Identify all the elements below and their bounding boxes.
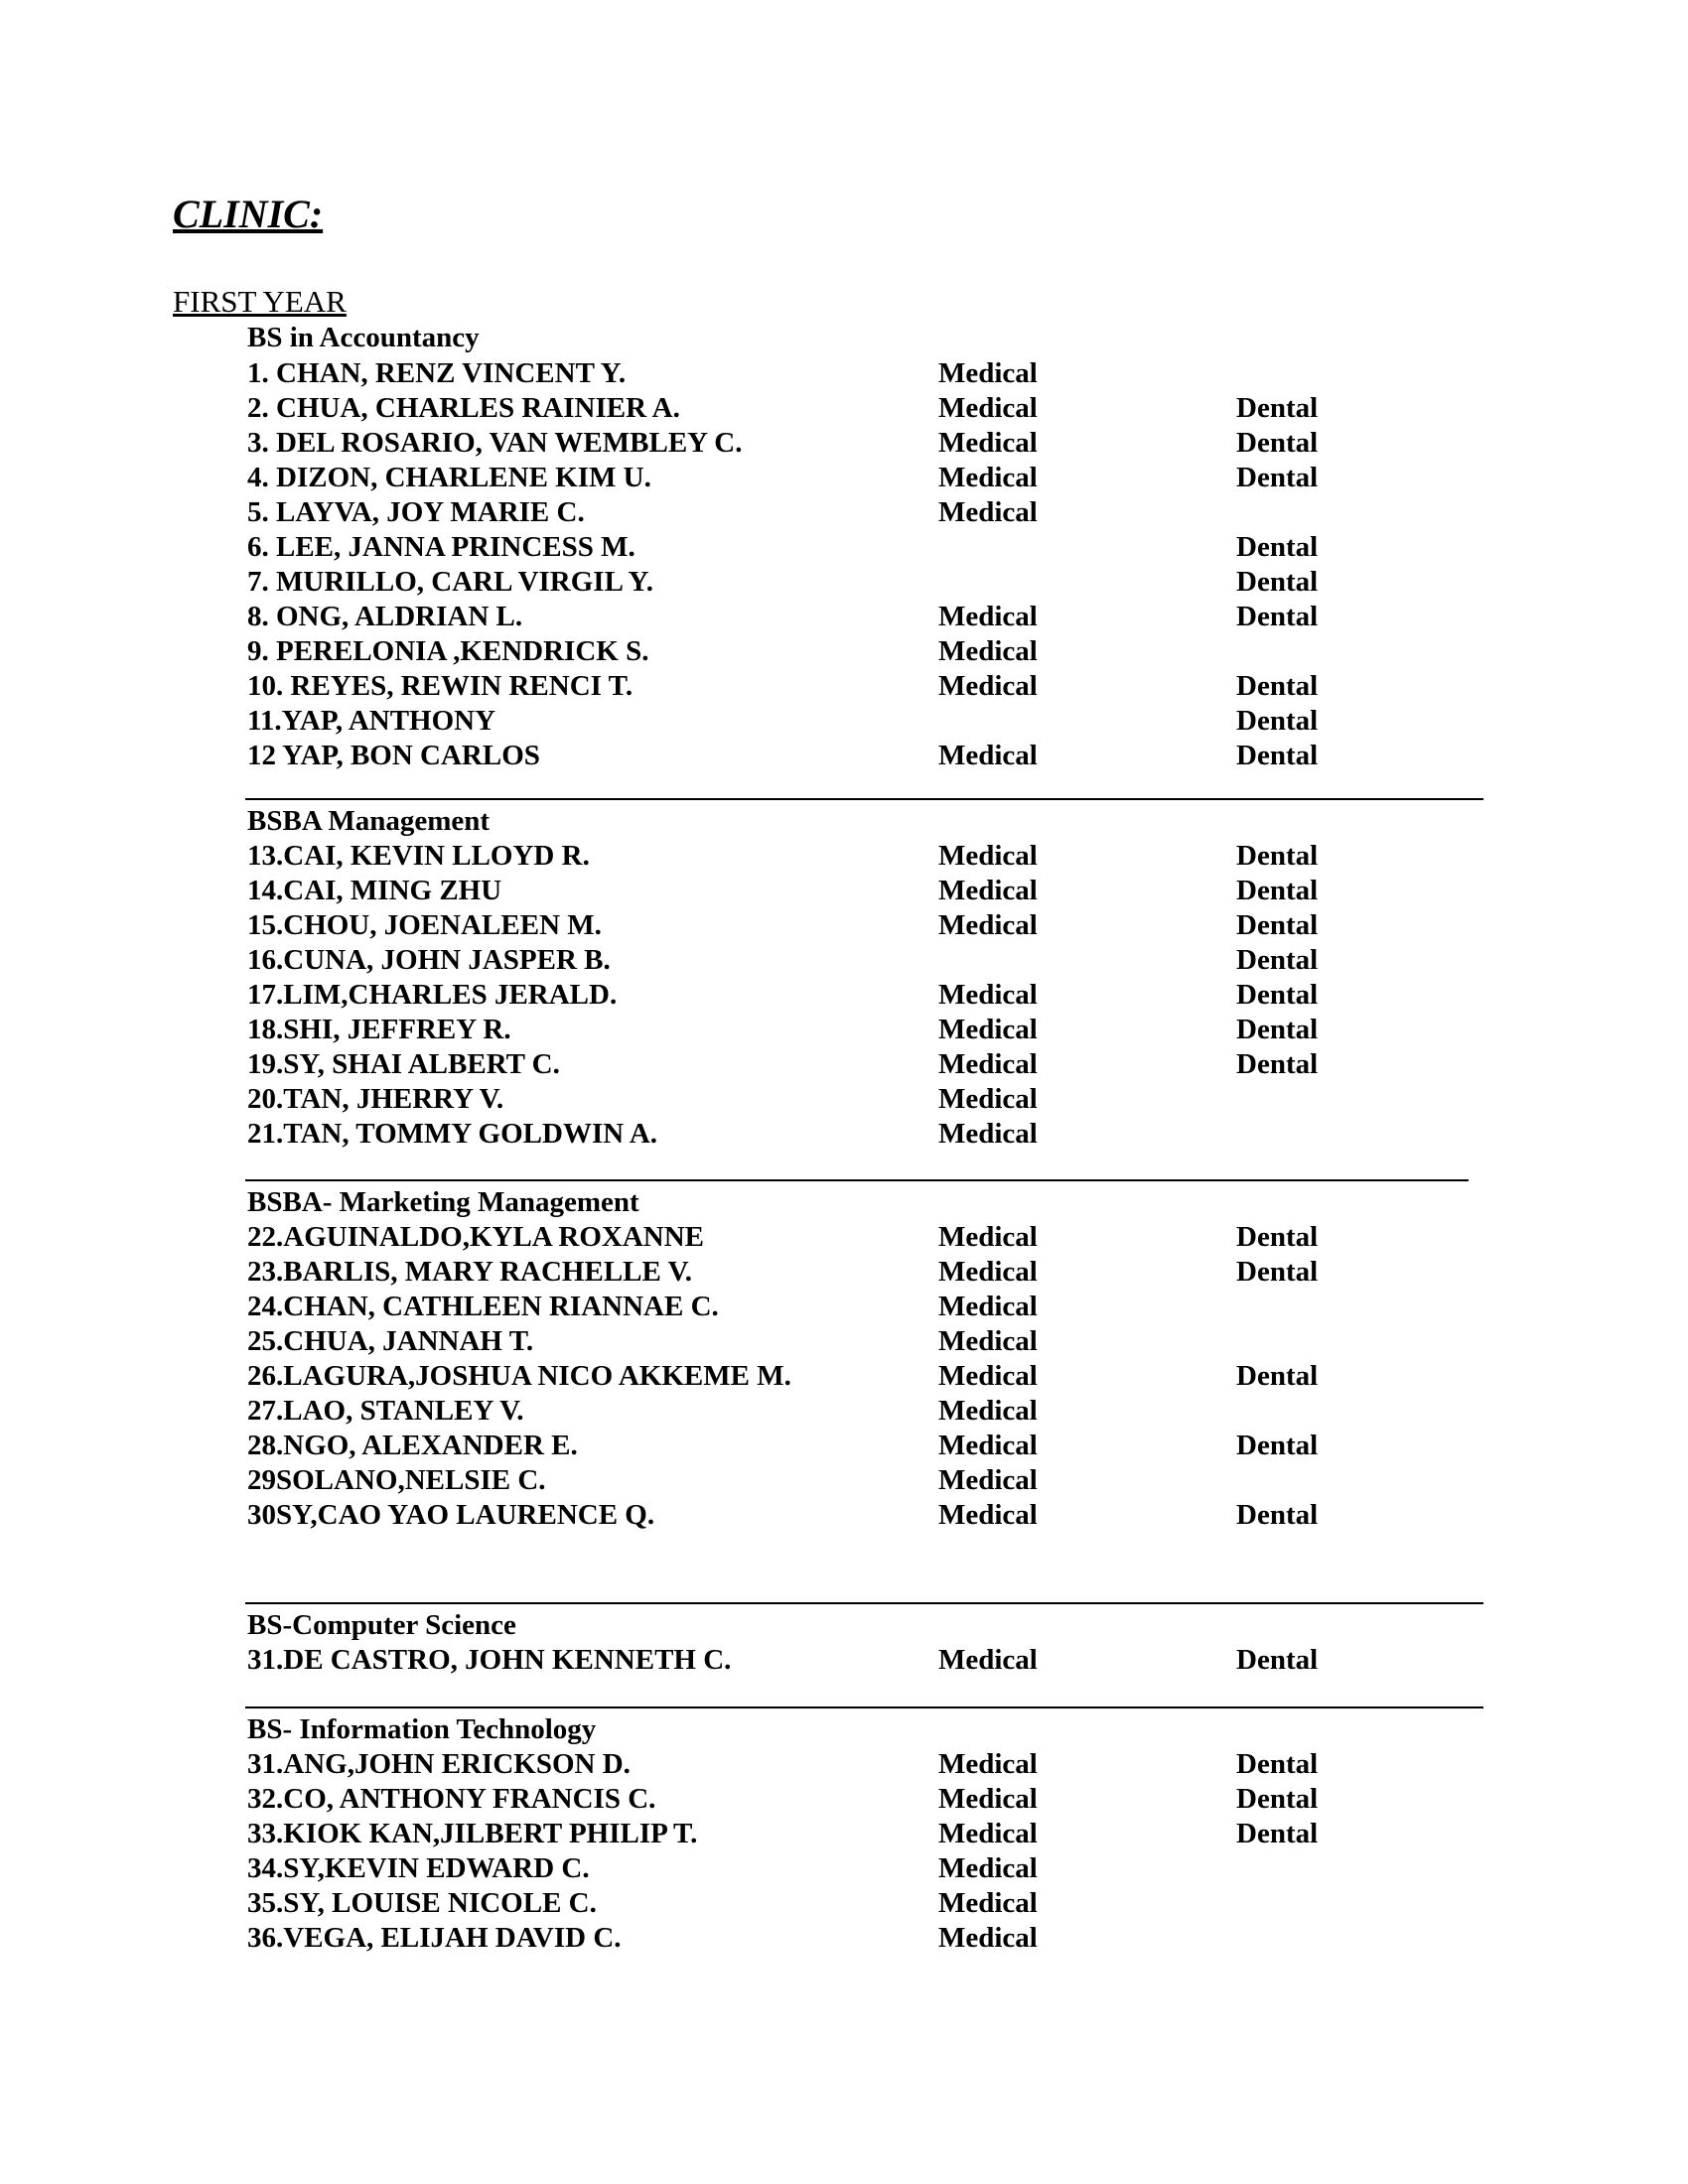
student-name: 25.CHUA, JANNAH T.: [247, 1325, 534, 1357]
student-name: 26.LAGURA,JOSHUA NICO AKKEME M.: [247, 1360, 791, 1392]
medical-status: Medical: [938, 496, 1038, 528]
student-name: 31.ANG,JOHN ERICKSON D.: [247, 1748, 631, 1780]
student-name: 17.LIM,CHARLES JERALD.: [247, 979, 618, 1011]
section-divider: [245, 798, 1483, 800]
medical-status: Medical: [938, 1291, 1038, 1322]
medical-status: Medical: [938, 1221, 1038, 1253]
medical-status: Medical: [938, 1887, 1038, 1919]
student-name: 7. MURILLO, CARL VIRGIL Y.: [247, 566, 654, 598]
student-row: [0, 429, 1688, 465]
medical-status: Medical: [938, 427, 1038, 459]
student-row: [0, 498, 1688, 534]
dental-status: Dental: [1236, 1014, 1319, 1045]
program-heading: BS in Accountancy: [247, 322, 480, 353]
student-name: 13.CAI, KEVIN LLOYD R.: [247, 840, 590, 872]
student-row: [0, 742, 1688, 777]
student-name: 16.CUNA, JOHN JASPER B.: [247, 944, 611, 976]
student-row: [0, 1258, 1688, 1294]
student-name: 1. CHAN, RENZ VINCENT Y.: [247, 357, 627, 389]
student-row: [0, 1854, 1688, 1890]
medical-status: Medical: [938, 670, 1038, 702]
student-row: [0, 1750, 1688, 1786]
medical-status: Medical: [938, 1048, 1038, 1080]
program-heading: BS-Computer Science: [247, 1609, 516, 1641]
student-row: [0, 946, 1688, 982]
student-name: 36.VEGA, ELIJAH DAVID C.: [247, 1922, 622, 1954]
medical-status: Medical: [938, 1395, 1038, 1427]
medical-status: Medical: [938, 1748, 1038, 1780]
medical-status: Medical: [938, 1464, 1038, 1496]
dental-status: Dental: [1236, 944, 1319, 976]
dental-status: Dental: [1236, 1221, 1319, 1253]
medical-status: Medical: [938, 1014, 1038, 1045]
student-row: [0, 672, 1688, 708]
student-row: [0, 842, 1688, 878]
program-heading: BSBA Management: [247, 805, 491, 837]
medical-status: Medical: [938, 1083, 1038, 1115]
student-row: [0, 464, 1688, 499]
medical-status: Medical: [938, 1818, 1038, 1849]
student-row: [0, 1327, 1688, 1363]
student-name: 32.CO, ANTHONY FRANCIS C.: [247, 1783, 656, 1815]
medical-status: Medical: [938, 1360, 1038, 1392]
student-name: 3. DEL ROSARIO, VAN WEMBLEY C.: [247, 427, 743, 459]
medical-status: Medical: [938, 909, 1038, 941]
student-row: [0, 568, 1688, 604]
student-row: [0, 359, 1688, 395]
student-name: 15.CHOU, JOENALEEN M.: [247, 909, 602, 941]
student-name: 5. LAYVA, JOY MARIE C.: [247, 496, 585, 528]
year-heading: FIRST YEAR: [173, 284, 347, 319]
medical-status: Medical: [938, 392, 1038, 424]
medical-status: Medical: [938, 1783, 1038, 1815]
student-row: [0, 394, 1688, 430]
medical-status: Medical: [938, 357, 1038, 389]
student-name: 18.SHI, JEFFREY R.: [247, 1014, 511, 1045]
student-row: [0, 1016, 1688, 1051]
medical-status: Medical: [938, 1118, 1038, 1150]
dental-status: Dental: [1236, 979, 1319, 1011]
dental-status: Dental: [1236, 1499, 1319, 1531]
student-name: 11.YAP, ANTHONY: [247, 705, 496, 737]
student-row: [0, 1889, 1688, 1925]
dental-status: Dental: [1236, 1430, 1319, 1461]
student-row: [0, 1820, 1688, 1855]
dental-status: Dental: [1236, 1783, 1319, 1815]
medical-status: Medical: [938, 740, 1038, 771]
student-row: [0, 533, 1688, 569]
student-row: [0, 637, 1688, 673]
student-row: [0, 1501, 1688, 1537]
dental-status: Dental: [1236, 1644, 1319, 1676]
student-row: [0, 1120, 1688, 1156]
medical-status: Medical: [938, 635, 1038, 667]
medical-status: Medical: [938, 1499, 1038, 1531]
student-name: 12 YAP, BON CARLOS: [247, 740, 540, 771]
student-name: 9. PERELONIA ,KENDRICK S.: [247, 635, 649, 667]
student-name: 19.SY, SHAI ALBERT C.: [247, 1048, 560, 1080]
student-row: [0, 877, 1688, 912]
student-name: 6. LEE, JANNA PRINCESS M.: [247, 531, 635, 563]
section-divider: [245, 1706, 1483, 1708]
student-name: 34.SY,KEVIN EDWARD C.: [247, 1852, 590, 1884]
student-row: [0, 1432, 1688, 1467]
medical-status: Medical: [938, 1852, 1038, 1884]
student-row: [0, 1785, 1688, 1821]
student-row: [0, 1924, 1688, 1960]
student-name: 10. REYES, REWIN RENCI T.: [247, 670, 633, 702]
dental-status: Dental: [1236, 670, 1319, 702]
student-name: 24.CHAN, CATHLEEN RIANNAE C.: [247, 1291, 719, 1322]
student-name: 23.BARLIS, MARY RACHELLE V.: [247, 1256, 693, 1288]
dental-status: Dental: [1236, 705, 1319, 737]
student-name: 20.TAN, JHERRY V.: [247, 1083, 504, 1115]
student-name: 22.AGUINALDO,KYLA ROXANNE: [247, 1221, 705, 1253]
dental-status: Dental: [1236, 531, 1319, 563]
dental-status: Dental: [1236, 392, 1319, 424]
medical-status: Medical: [938, 601, 1038, 632]
dental-status: Dental: [1236, 601, 1319, 632]
medical-status: Medical: [938, 1325, 1038, 1357]
dental-status: Dental: [1236, 1048, 1319, 1080]
student-row: [0, 707, 1688, 743]
dental-status: Dental: [1236, 427, 1319, 459]
section-divider: [245, 1179, 1469, 1181]
student-row: [0, 1466, 1688, 1502]
medical-status: Medical: [938, 1644, 1038, 1676]
student-row: [0, 1362, 1688, 1398]
dental-status: Dental: [1236, 462, 1319, 493]
student-row: [0, 1050, 1688, 1086]
dental-status: Dental: [1236, 1818, 1319, 1849]
medical-status: Medical: [938, 979, 1038, 1011]
medical-status: Medical: [938, 1922, 1038, 1954]
program-heading: BS- Information Technology: [247, 1713, 597, 1745]
medical-status: Medical: [938, 462, 1038, 493]
student-row: [0, 1085, 1688, 1121]
dental-status: Dental: [1236, 875, 1319, 906]
student-row: [0, 603, 1688, 638]
dental-status: Dental: [1236, 1360, 1319, 1392]
student-name: 14.CAI, MING ZHU: [247, 875, 502, 906]
student-name: 29SOLANO,NELSIE C.: [247, 1464, 546, 1496]
medical-status: Medical: [938, 875, 1038, 906]
student-name: 4. DIZON, CHARLENE KIM U.: [247, 462, 651, 493]
medical-status: Medical: [938, 1430, 1038, 1461]
student-row: [0, 1397, 1688, 1433]
medical-status: Medical: [938, 1256, 1038, 1288]
student-name: 27.LAO, STANLEY V.: [247, 1395, 524, 1427]
student-name: 28.NGO, ALEXANDER E.: [247, 1430, 578, 1461]
student-row: [0, 981, 1688, 1017]
dental-status: Dental: [1236, 740, 1319, 771]
student-name: 2. CHUA, CHARLES RAINIER A.: [247, 392, 680, 424]
dental-status: Dental: [1236, 840, 1319, 872]
student-name: 30SY,CAO YAO LAURENCE Q.: [247, 1499, 655, 1531]
student-name: 21.TAN, TOMMY GOLDWIN A.: [247, 1118, 658, 1150]
page-title: CLINIC:: [173, 192, 324, 236]
student-name: 31.DE CASTRO, JOHN KENNETH C.: [247, 1644, 732, 1676]
student-row: [0, 1293, 1688, 1328]
student-row: [0, 911, 1688, 947]
section-divider: [245, 1602, 1483, 1604]
dental-status: Dental: [1236, 566, 1319, 598]
student-name: 35.SY, LOUISE NICOLE C.: [247, 1887, 597, 1919]
dental-status: Dental: [1236, 1748, 1319, 1780]
student-name: 33.KIOK KAN,JILBERT PHILIP T.: [247, 1818, 698, 1849]
program-heading: BSBA- Marketing Management: [247, 1186, 639, 1218]
dental-status: Dental: [1236, 1256, 1319, 1288]
student-row: [0, 1646, 1688, 1682]
student-name: 8. ONG, ALDRIAN L.: [247, 601, 523, 632]
student-row: [0, 1223, 1688, 1259]
dental-status: Dental: [1236, 909, 1319, 941]
medical-status: Medical: [938, 840, 1038, 872]
